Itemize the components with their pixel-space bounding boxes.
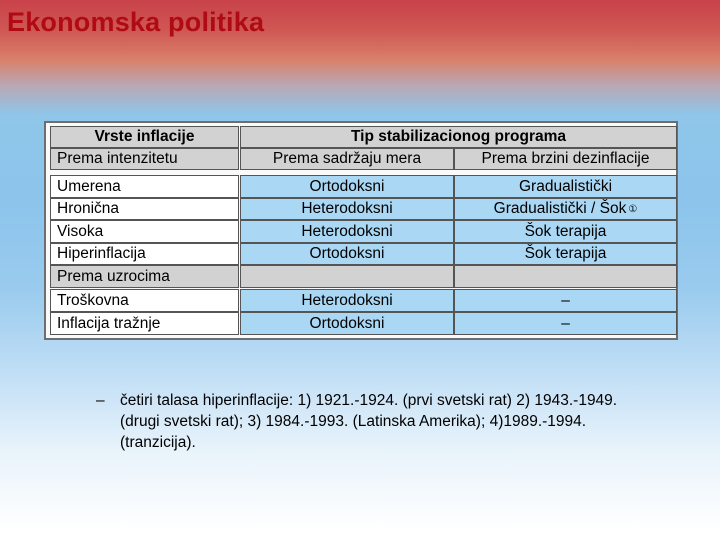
header-prema-intenzitetu: Prema intenzitetu (50, 148, 239, 170)
row-troskovna-speed: – (454, 289, 677, 312)
row-umerena-content: Ortodoksni (240, 175, 454, 198)
row-traznje-type: Inflacija tražnje (50, 312, 239, 335)
section-empty-cell-2 (454, 265, 677, 288)
row-hronicna-speed: Gradualistički / Šok (493, 200, 627, 217)
bullet-hyperinflation-waves (96, 390, 656, 453)
slide-title: Ekonomska politika (7, 7, 265, 37)
row-traznje-content: Ortodoksni (240, 312, 454, 335)
row-troskovna-type: Troškovna (50, 289, 239, 312)
row-hronicna-speed-cell (454, 198, 677, 220)
row-umerena-type: Umerena (50, 175, 239, 198)
section-empty-cell-1 (240, 265, 454, 288)
row-hiperinflacija-content: Ortodoksni (240, 243, 454, 265)
header-tip-programa: Tip stabilizacionog programa (240, 126, 677, 148)
row-visoka-speed: Šok terapija (454, 220, 677, 243)
header-prema-brzini: Prema brzini dezinflacije (454, 148, 677, 170)
row-hronicna-content: Heterodoksni (240, 198, 454, 220)
row-hiperinflacija-speed: Šok terapija (454, 243, 677, 265)
footnote-mark: ① (628, 203, 638, 215)
section-prema-uzrocima: Prema uzrocima (50, 265, 239, 288)
row-visoka-content: Heterodoksni (240, 220, 454, 243)
bullet-dash: – (96, 392, 105, 409)
row-visoka-type: Visoka (50, 220, 239, 243)
row-hronicna-type: Hronična (50, 198, 239, 220)
header-prema-sadrzaju: Prema sadržaju mera (240, 148, 454, 170)
inflation-stabilization-table (44, 121, 678, 340)
row-hiperinflacija-type: Hiperinflacija (50, 243, 239, 265)
row-troskovna-content: Heterodoksni (240, 289, 454, 312)
row-umerena-speed: Gradualistički (454, 175, 677, 198)
bullet-text: četiri talasa hiperinflacije: 1) 1921.-1924. (prvi svetski rat) 2) 1943.-1949. (drugi svetski rat); 3) 1984.-1993. (Latinska Amerika); 4)1989.-1994.(tranzicija). (120, 392, 618, 451)
row-traznje-speed: – (454, 312, 677, 335)
header-vrste-inflacije: Vrste inflacije (50, 126, 239, 148)
